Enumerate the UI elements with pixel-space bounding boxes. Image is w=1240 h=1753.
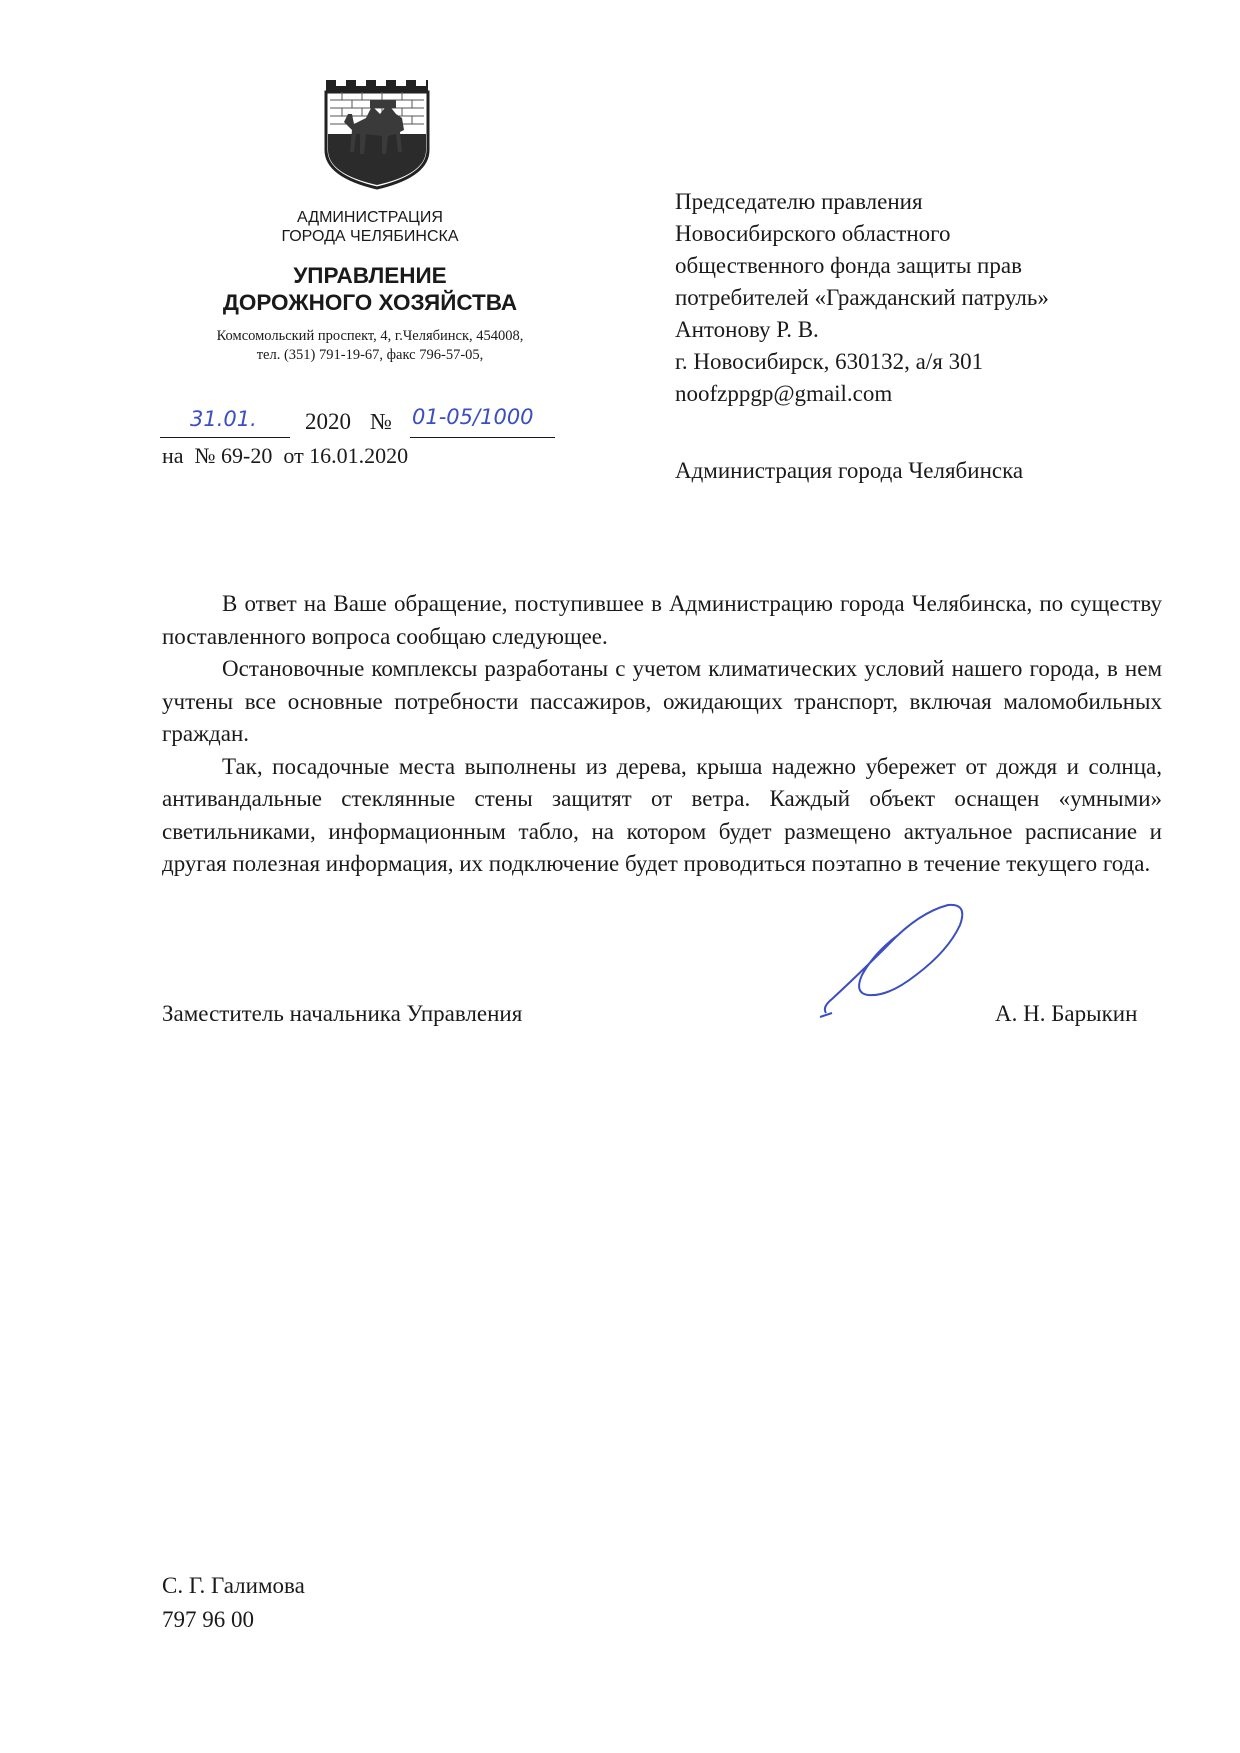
addressee-line: Председателю правления — [675, 189, 923, 214]
org-address-block — [150, 327, 590, 365]
executor-phone: 797 96 00 — [162, 1607, 254, 1632]
signatory-name: А. Н. Барыкин — [995, 1001, 1138, 1026]
incoming-reference: на № 69-20 от 16.01.2020 — [162, 443, 409, 468]
number-sign: № — [370, 409, 392, 434]
addressee-email: noofzppgp@gmail.com — [675, 381, 893, 406]
addressee-block — [675, 186, 1155, 410]
addressee-line: потребителей «Гражданский патруль» — [675, 285, 1049, 310]
org-admin-line2: ГОРОДА ЧЕЛЯБИНСКА — [281, 228, 459, 245]
addressee-line: Антонову Р. В. — [675, 317, 819, 342]
date-underline — [160, 437, 290, 438]
org-dept-line2: ДОРОЖНОГО ХОЗЯЙСТВА — [222, 290, 518, 315]
body-paragraph-2: Остановочные комплексы разработаны с учетом климатических условий нашего города, в нем учтены все основные потребности пассажиров, ожидающих транспорт, включая маломобильных граждан. — [162, 656, 1162, 746]
number-underline — [410, 437, 555, 438]
handwritten-date: 31.01. — [190, 407, 257, 431]
org-admin-line1: АДМИНИСТРАЦИЯ — [297, 209, 443, 226]
coat-of-arms-icon — [322, 72, 432, 190]
letter-body — [162, 588, 1162, 881]
executor-name: С. Г. Галимова — [162, 1573, 305, 1598]
handwritten-signature-icon — [818, 895, 978, 1025]
sender-line: Администрация города Челябинска — [675, 458, 1024, 483]
handwritten-number: 01-05/1000 — [412, 405, 534, 429]
addressee-line: г. Новосибирск, 630132, а/я 301 — [675, 349, 984, 374]
executor-block — [162, 1569, 305, 1637]
outgoing-year: 2020 — [305, 409, 351, 434]
body-paragraph-3: Так, посадочные места выполнены из дерева, крыша надежно убережет от дождя и солнца, антивандальные стеклянные стены защитят от ветра. Каждый объект оснащен «умными» светильниками, информационным табло, на котором будет размещено актуальное расписание и другая полезная информация, их подключение будет проводиться поэтапно в течение текущего года. — [162, 753, 1162, 876]
org-admin-block — [150, 208, 590, 246]
org-address-line1: Комсомольский проспект, 4, г.Челябинск, 454008, — [216, 328, 524, 344]
addressee-line: Новосибирского областного — [675, 221, 951, 246]
org-department-block — [150, 262, 590, 316]
org-address-line2: тел. (351) 791-19-67, факс 796-57-05, — [256, 347, 484, 363]
signatory-position: Заместитель начальника Управления — [162, 1001, 523, 1026]
body-paragraph-1: В ответ на Ваше обращение, поступившее в Администрацию города Челябинска, по существу поставленного вопроса сообщаю следующее. — [162, 591, 1162, 649]
org-dept-line1: УПРАВЛЕНИЕ — [293, 263, 447, 288]
outgoing-reference — [160, 405, 600, 441]
addressee-line: общественного фонда защиты прав — [675, 253, 1022, 278]
